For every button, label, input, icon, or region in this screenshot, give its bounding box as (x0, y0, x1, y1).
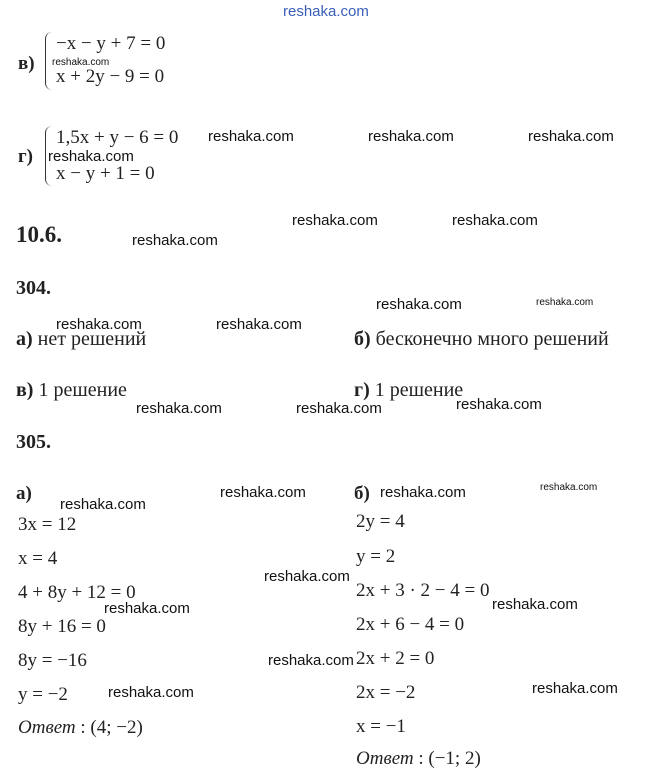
answer-word: Ответ (356, 748, 414, 769)
answer-value: : (−1; 2) (418, 748, 481, 769)
watermark: reshaka.com (104, 600, 190, 617)
solution-a-line: y = −2 (18, 684, 68, 705)
watermark: reshaka.com (536, 297, 594, 308)
solution-b-line: 2x + 6 − 4 = 0 (356, 614, 465, 635)
solution-b-line: y = 2 (356, 546, 396, 567)
watermark: reshaka.com (380, 484, 466, 501)
watermark: reshaka.com (60, 496, 146, 513)
system-v-eq1: −x − y + 7 = 0 (56, 33, 166, 54)
task-304-v (16, 379, 127, 402)
system-v-label: в) (18, 53, 35, 74)
solution-a-line: 8y = −16 (18, 650, 87, 671)
solution-b-line: 2x + 3 · 2 − 4 = 0 (356, 580, 490, 601)
task-304-b (354, 328, 609, 351)
watermark: reshaka.com (220, 484, 306, 501)
task-305-a-label: а) (16, 483, 32, 504)
watermark-header: reshaka.com (283, 3, 369, 20)
watermark: reshaka.com (528, 128, 614, 145)
task-304-a-label: а) (16, 328, 33, 350)
system-g-eq1: 1,5x + y − 6 = 0 (56, 127, 179, 148)
system-v-eq2: x + 2y − 9 = 0 (56, 66, 165, 87)
watermark: reshaka.com (456, 396, 542, 413)
task-304-b-label: б) (354, 328, 371, 350)
section-number: 10.6. (16, 222, 62, 247)
task-305-b-label: б) (354, 483, 370, 504)
solution-a-line: 4 + 8y + 12 = 0 (18, 582, 136, 603)
task-304-v-label: в) (16, 379, 34, 401)
watermark: reshaka.com (376, 296, 462, 313)
task-304-a (16, 328, 146, 351)
watermark: reshaka.com (368, 128, 454, 145)
system-v-brace (45, 32, 52, 90)
system-g-label: г) (18, 146, 33, 167)
answer-word: Ответ (18, 717, 76, 738)
watermark: reshaka.com (540, 482, 598, 493)
watermark: reshaka.com (52, 57, 110, 68)
solution-b-line: 2x = −2 (356, 682, 416, 703)
solution-a-line: 3x = 12 (18, 514, 77, 535)
task-304-g-text: 1 решение (374, 379, 464, 401)
watermark: reshaka.com (56, 316, 142, 333)
watermark: reshaka.com (264, 568, 350, 585)
solution-a-line: x = 4 (18, 548, 58, 569)
watermark: reshaka.com (108, 684, 194, 701)
task-304-b-text: бесконечно много решений (375, 328, 609, 350)
watermark: reshaka.com (268, 652, 354, 669)
solution-a-line: 8y + 16 = 0 (18, 616, 106, 637)
watermark: reshaka.com (492, 596, 578, 613)
watermark: reshaka.com (132, 232, 218, 249)
task-304-v-text: 1 решение (38, 379, 127, 401)
task-305-number: 305. (16, 431, 51, 453)
solution-a-answer (18, 717, 143, 739)
task-304-g-label: г) (354, 379, 370, 401)
watermark: reshaka.com (532, 680, 618, 697)
watermark: reshaka.com (136, 400, 222, 417)
task-304-a-text: нет решений (37, 328, 147, 350)
watermark: reshaka.com (208, 128, 294, 145)
solution-b-line: 2x + 2 = 0 (356, 648, 435, 669)
watermark: reshaka.com (292, 212, 378, 229)
watermark: reshaka.com (452, 212, 538, 229)
solution-b-line: x = −1 (356, 716, 406, 737)
answer-value: : (4; −2) (80, 717, 143, 738)
solution-b-answer (356, 748, 481, 770)
solution-b-line: 2y = 4 (356, 511, 405, 532)
system-g-eq2: x − y + 1 = 0 (56, 163, 155, 184)
watermark: reshaka.com (216, 316, 302, 333)
watermark: reshaka.com (296, 400, 382, 417)
task-304-g (354, 379, 463, 402)
watermark: reshaka.com (48, 148, 134, 165)
task-304-number: 304. (16, 277, 51, 299)
